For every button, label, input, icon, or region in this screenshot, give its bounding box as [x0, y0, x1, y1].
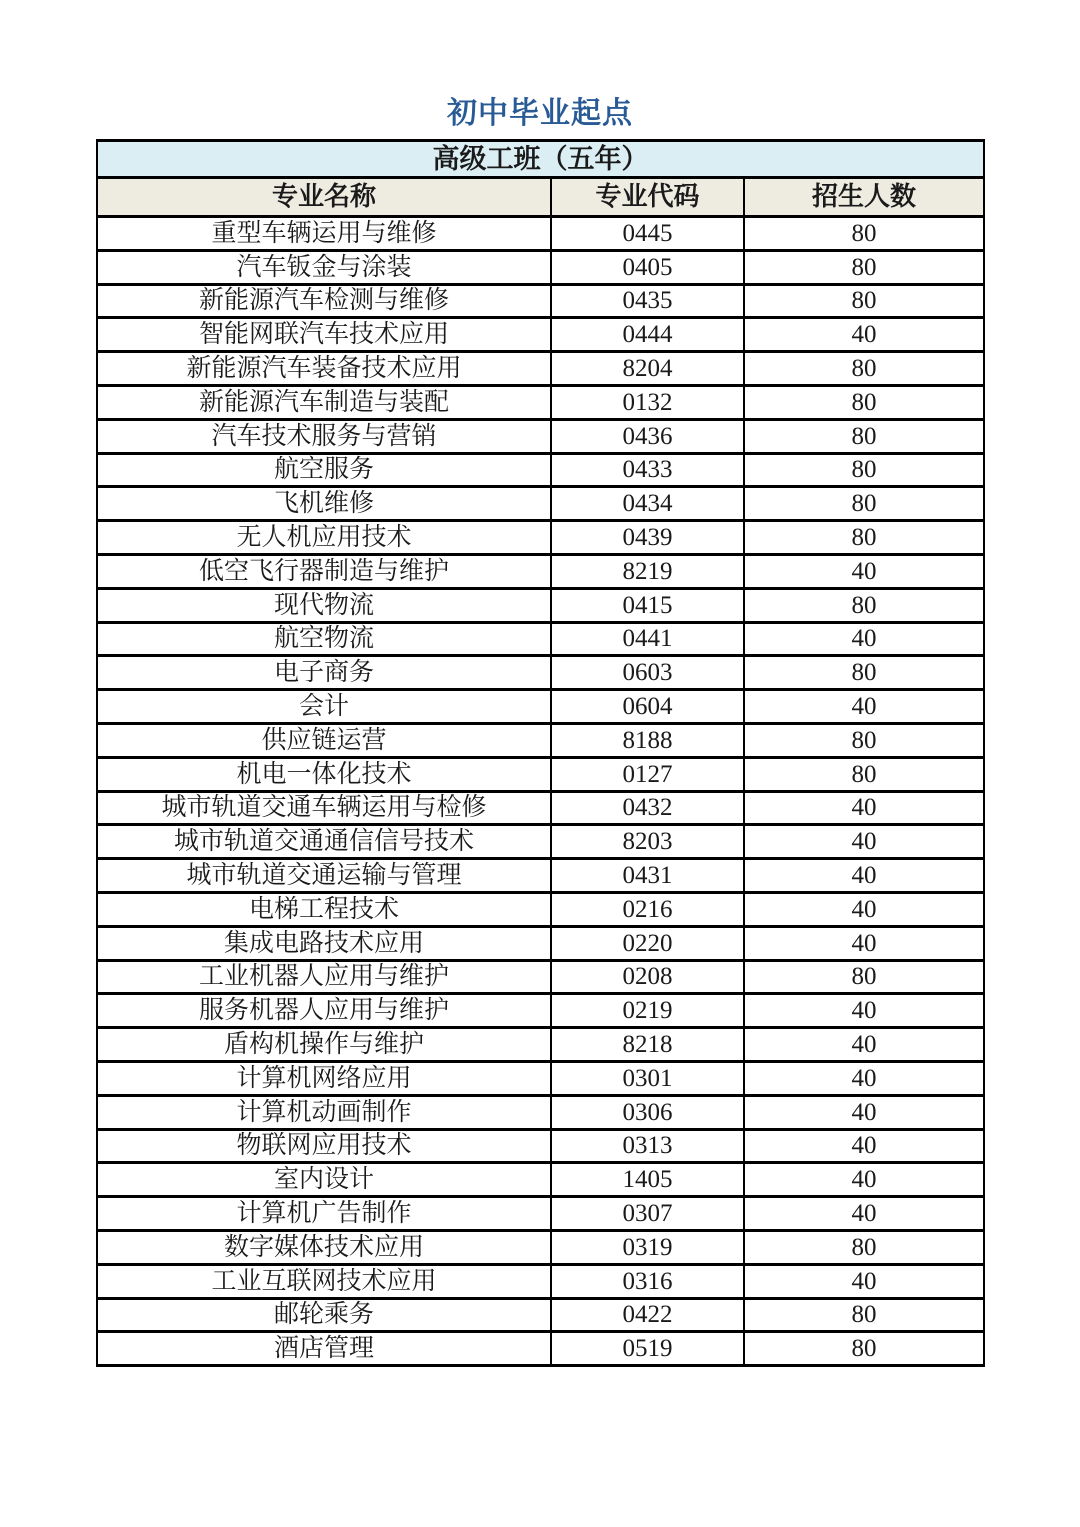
major-code-cell: 0444 — [551, 318, 744, 352]
major-code-cell: 0434 — [551, 487, 744, 521]
table-row — [97, 554, 984, 588]
page-title: 初中毕业起点 — [447, 97, 633, 130]
enrollment-count-cell: 40 — [744, 892, 984, 926]
table-row — [97, 994, 984, 1028]
enrollment-count-cell: 80 — [744, 588, 984, 622]
major-code-cell: 0132 — [551, 385, 744, 419]
major-name-cell: 工业互联网技术应用 — [97, 1264, 551, 1298]
enrollment-count-cell: 80 — [744, 487, 984, 521]
major-name-cell: 计算机广告制作 — [97, 1197, 551, 1231]
table-row — [97, 1332, 984, 1366]
major-code-cell: 0445 — [551, 217, 744, 251]
table-row — [97, 1230, 984, 1264]
enrollment-count-cell: 80 — [744, 419, 984, 453]
major-code-cell: 0431 — [551, 859, 744, 893]
enrollment-count-cell: 40 — [744, 318, 984, 352]
major-code-cell: 0435 — [551, 284, 744, 318]
enrollment-count-cell: 40 — [744, 1095, 984, 1129]
enrollment-count-cell: 40 — [744, 1163, 984, 1197]
table-row — [97, 1095, 984, 1129]
table-row — [97, 1061, 984, 1095]
major-name-cell: 电梯工程技术 — [97, 892, 551, 926]
major-code-cell: 0519 — [551, 1332, 744, 1366]
major-name-cell: 工业机器人应用与维护 — [97, 960, 551, 994]
table-row — [97, 521, 984, 555]
major-code-cell: 0441 — [551, 622, 744, 656]
enrollment-count-cell: 40 — [744, 1061, 984, 1095]
table-row — [97, 656, 984, 690]
enrollment-count-cell: 80 — [744, 453, 984, 487]
table-row — [97, 352, 984, 386]
major-code-cell: 0313 — [551, 1129, 744, 1163]
table-row — [97, 453, 984, 487]
enrollment-count-cell: 40 — [744, 994, 984, 1028]
major-code-cell: 0433 — [551, 453, 744, 487]
enrollment-count-cell: 80 — [744, 656, 984, 690]
major-code-cell: 0127 — [551, 757, 744, 791]
admissions-table — [96, 139, 985, 1367]
major-code-cell: 0316 — [551, 1264, 744, 1298]
table-row — [97, 419, 984, 453]
table-row — [97, 892, 984, 926]
enrollment-count-cell: 80 — [744, 1230, 984, 1264]
table-row — [97, 487, 984, 521]
major-code-cell: 0219 — [551, 994, 744, 1028]
enrollment-count-cell: 40 — [744, 926, 984, 960]
major-name-cell: 集成电路技术应用 — [97, 926, 551, 960]
major-name-cell: 邮轮乘务 — [97, 1298, 551, 1332]
major-name-cell: 城市轨道交通车辆运用与检修 — [97, 791, 551, 825]
major-name-cell: 现代物流 — [97, 588, 551, 622]
major-code-cell: 0307 — [551, 1197, 744, 1231]
table-row — [97, 859, 984, 893]
major-name-cell: 新能源汽车检测与维修 — [97, 284, 551, 318]
major-code-cell: 0603 — [551, 656, 744, 690]
table-row — [97, 723, 984, 757]
major-name-cell: 汽车钣金与涂装 — [97, 250, 551, 284]
major-code-cell: 8204 — [551, 352, 744, 386]
enrollment-count-cell: 80 — [744, 352, 984, 386]
column-header-enrollment: 招生人数 — [744, 178, 984, 217]
group-header-row — [97, 141, 984, 178]
major-code-cell: 0216 — [551, 892, 744, 926]
major-code-cell: 0306 — [551, 1095, 744, 1129]
major-name-cell: 航空物流 — [97, 622, 551, 656]
major-code-cell: 1405 — [551, 1163, 744, 1197]
major-name-cell: 汽车技术服务与营销 — [97, 419, 551, 453]
major-name-cell: 飞机维修 — [97, 487, 551, 521]
table-row — [97, 217, 984, 251]
major-code-cell: 0208 — [551, 960, 744, 994]
table-row — [97, 1129, 984, 1163]
major-name-cell: 机电一体化技术 — [97, 757, 551, 791]
table-row — [97, 757, 984, 791]
column-header-row — [97, 178, 984, 217]
major-code-cell: 0405 — [551, 250, 744, 284]
table-row — [97, 1264, 984, 1298]
column-header-major-code: 专业代码 — [551, 178, 744, 217]
table-row — [97, 1163, 984, 1197]
enrollment-count-cell: 80 — [744, 757, 984, 791]
major-code-cell: 0432 — [551, 791, 744, 825]
major-code-cell: 0439 — [551, 521, 744, 555]
major-name-cell: 服务机器人应用与维护 — [97, 994, 551, 1028]
enrollment-count-cell: 80 — [744, 1332, 984, 1366]
table-row — [97, 926, 984, 960]
enrollment-count-cell: 40 — [744, 622, 984, 656]
group-header-cell: 高级工班（五年） — [97, 141, 984, 178]
enrollment-count-cell: 40 — [744, 1197, 984, 1231]
major-code-cell: 0220 — [551, 926, 744, 960]
table-row — [97, 385, 984, 419]
major-name-cell: 智能网联汽车技术应用 — [97, 318, 551, 352]
table-row — [97, 250, 984, 284]
major-name-cell: 航空服务 — [97, 453, 551, 487]
major-code-cell: 0604 — [551, 690, 744, 724]
major-name-cell: 室内设计 — [97, 1163, 551, 1197]
enrollment-count-cell: 40 — [744, 1028, 984, 1062]
enrollment-count-cell: 80 — [744, 723, 984, 757]
table-row — [97, 1197, 984, 1231]
major-code-cell: 8219 — [551, 554, 744, 588]
table-row — [97, 318, 984, 352]
major-code-cell: 0319 — [551, 1230, 744, 1264]
major-code-cell: 8203 — [551, 825, 744, 859]
enrollment-count-cell: 40 — [744, 554, 984, 588]
major-name-cell: 新能源汽车装备技术应用 — [97, 352, 551, 386]
major-name-cell: 新能源汽车制造与装配 — [97, 385, 551, 419]
major-code-cell: 0415 — [551, 588, 744, 622]
table-row — [97, 284, 984, 318]
major-name-cell: 计算机动画制作 — [97, 1095, 551, 1129]
major-name-cell: 无人机应用技术 — [97, 521, 551, 555]
major-name-cell: 城市轨道交通通信信号技术 — [97, 825, 551, 859]
enrollment-count-cell: 40 — [744, 859, 984, 893]
major-name-cell: 盾构机操作与维护 — [97, 1028, 551, 1062]
major-code-cell: 0422 — [551, 1298, 744, 1332]
enrollment-count-cell: 40 — [744, 1264, 984, 1298]
major-name-cell: 计算机网络应用 — [97, 1061, 551, 1095]
table-row — [97, 1298, 984, 1332]
table-row — [97, 791, 984, 825]
major-name-cell: 酒店管理 — [97, 1332, 551, 1366]
major-name-cell: 重型车辆运用与维修 — [97, 217, 551, 251]
major-name-cell: 电子商务 — [97, 656, 551, 690]
major-code-cell: 8188 — [551, 723, 744, 757]
table-row — [97, 690, 984, 724]
major-name-cell: 供应链运营 — [97, 723, 551, 757]
enrollment-count-cell: 80 — [744, 385, 984, 419]
enrollment-count-cell: 80 — [744, 960, 984, 994]
enrollment-count-cell: 80 — [744, 250, 984, 284]
table-row — [97, 1028, 984, 1062]
major-name-cell: 城市轨道交通运输与管理 — [97, 859, 551, 893]
enrollment-count-cell: 40 — [744, 791, 984, 825]
major-code-cell: 8218 — [551, 1028, 744, 1062]
major-name-cell: 低空飞行器制造与维护 — [97, 554, 551, 588]
major-name-cell: 数字媒体技术应用 — [97, 1230, 551, 1264]
table-row — [97, 588, 984, 622]
enrollment-count-cell: 40 — [744, 825, 984, 859]
enrollment-count-cell: 80 — [744, 284, 984, 318]
major-code-cell: 0436 — [551, 419, 744, 453]
major-name-cell: 物联网应用技术 — [97, 1129, 551, 1163]
enrollment-count-cell: 80 — [744, 521, 984, 555]
column-header-major-name: 专业名称 — [97, 178, 551, 217]
table-row — [97, 622, 984, 656]
enrollment-count-cell: 80 — [744, 217, 984, 251]
enrollment-count-cell: 80 — [744, 1298, 984, 1332]
enrollment-count-cell: 40 — [744, 690, 984, 724]
table-row — [97, 825, 984, 859]
major-code-cell: 0301 — [551, 1061, 744, 1095]
major-name-cell: 会计 — [97, 690, 551, 724]
table-row — [97, 960, 984, 994]
enrollment-count-cell: 40 — [744, 1129, 984, 1163]
